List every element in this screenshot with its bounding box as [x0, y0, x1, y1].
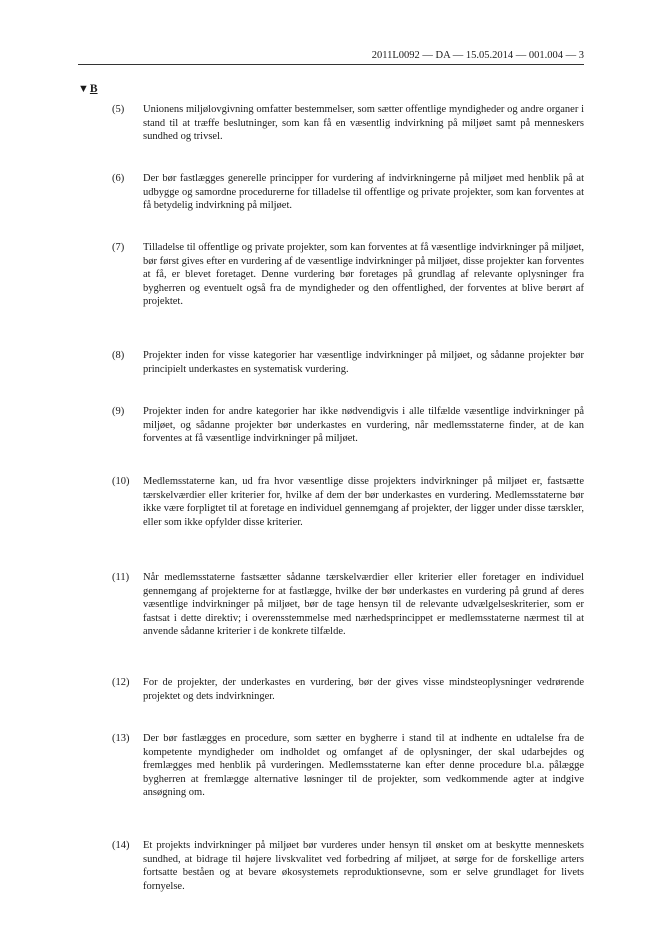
recital-number: (13): [112, 733, 130, 744]
recital-text: Medlemsstaterne kan, ud fra hvor væsentlige disse projekters indvirkninger på miljøet er, fastsætte tærskelværdier eller kriterier for, hvilke af dem der bør underkastes en vurdering. Medlemsstaterne bør ikke være forpligtet til at foretage en individuel gennemgang af projekter, der ligger under disse tærskler, eller som ikke opfylder disse kriterier.: [143, 476, 584, 528]
recital-number: (14): [112, 840, 130, 851]
recital-11: [112, 571, 584, 639]
recital-text: Projekter inden for visse kategorier har væsentlige indvirkninger på miljøet, og sådanne projekter bør principielt underkastes en systematisk vurdering.: [143, 350, 584, 375]
recital-number: (12): [112, 677, 130, 688]
amendment-marker: [78, 82, 98, 96]
recital-8: [112, 349, 584, 376]
recital-number: (11): [112, 572, 130, 583]
marker-letter: B: [89, 83, 98, 95]
recital-text: Når medlemsstaterne fastsætter sådanne tærskelværdier eller kriterier eller foretager en individuel gennemgang af projekterne for at fastlægge, hvilke der bør underkastes en vurdering på grund af deres væsentlige indvirkninger på miljøet, bør de tage hensyn til de relevante udvælgelseskriterier, som er fastsat i dette direktiv; i overensstemmelse med nærhedsprincippet er medlemsstaterne nærmest til at anvende sådanne kriterier i de konkrete tilfælde.: [143, 572, 584, 637]
recital-number: (7): [112, 242, 125, 253]
recital-10: [112, 475, 584, 529]
recital-text: Unionens miljølovgivning omfatter bestemmelser, som sætter offentlige myndigheder og andre organer i stand til at træffe beslutninger, som kan få en væsentlig indvirkning på miljøet samt på menneskers sundhed og trivsel.: [143, 104, 584, 142]
recital-5: [112, 103, 584, 144]
recital-text: For de projekter, der underkastes en vurdering, bør der gives visse mindsteoplysninger vedrørende projektet og dets indvirkninger.: [143, 677, 584, 702]
recital-6: [112, 172, 584, 213]
recital-number: (10): [112, 476, 130, 487]
recital-text: Et projekts indvirkninger på miljøet bør vurderes under hensyn til ønsket om at beskytte menneskets sundhed, at bidrage til højere livskvalitet ved forbedring af miljøet, at sørge for de forskellige arters fortsatte beståen og at bevare økosystemets reproduktionsevne, som er selve grundlaget for livets fornyelse.: [143, 840, 584, 892]
recital-9: [112, 405, 584, 446]
recital-text: Der bør fastlægges en procedure, som sætter en bygherre i stand til at indhente en udtalelse fra de kompetente myndigheder om indholdet og omfanget af de oplysninger, der skal udarbejdes og fremlægges med henblik på vurderingen. Medlemsstaterne kan efter denne procedure bl.a. pålægge bygherren at fremlægge alternative løsninger til de projekter, som vedkommende agter at indgive ansøgning om.: [143, 733, 584, 798]
recital-13: [112, 732, 584, 800]
triangle-down-icon: ▼: [78, 83, 89, 95]
document-reference: 2011L0092 — DA — 15.05.2014 — 001.004 — 3: [371, 50, 584, 61]
page-header: [78, 50, 584, 65]
recital-text: Tilladelse til offentlige og private projekter, som kan forventes at få væsentlige indvirkninger på miljøet, bør først gives efter en vurdering af de væsentlige indvirkninger på miljøet, disse projekter kan forventes at få, er blevet foretaget. Denne vurdering bør foretages på grundlag af relevante oplysninger fra bygherren og eventuelt også fra de myndigheder og den offentlighed, der forventes at blive berørt af projektet.: [143, 242, 584, 307]
recital-7: [112, 241, 584, 309]
recital-text: Der bør fastlægges generelle principper for vurdering af indvirkningerne på miljøet med henblik på at udbygge og samordne procedurerne for tilladelse til offentlige og private projekter, som kan forventes at få betydelig indvirkning på miljøet.: [143, 173, 584, 211]
recital-14: [112, 839, 584, 893]
recital-12: [112, 676, 584, 703]
recital-number: (8): [112, 350, 125, 361]
recital-number: (5): [112, 104, 125, 115]
recital-number: (9): [112, 406, 125, 417]
recital-number: (6): [112, 173, 125, 184]
recital-text: Projekter inden for andre kategorier har ikke nødvendigvis i alle tilfælde væsentlige indvirkninger på miljøet, og sådanne projekter bør underkastes en vurdering, når medlemsstaterne finder, at de kan forventes at få væsentlige indvirkninger på miljøet.: [143, 406, 584, 444]
